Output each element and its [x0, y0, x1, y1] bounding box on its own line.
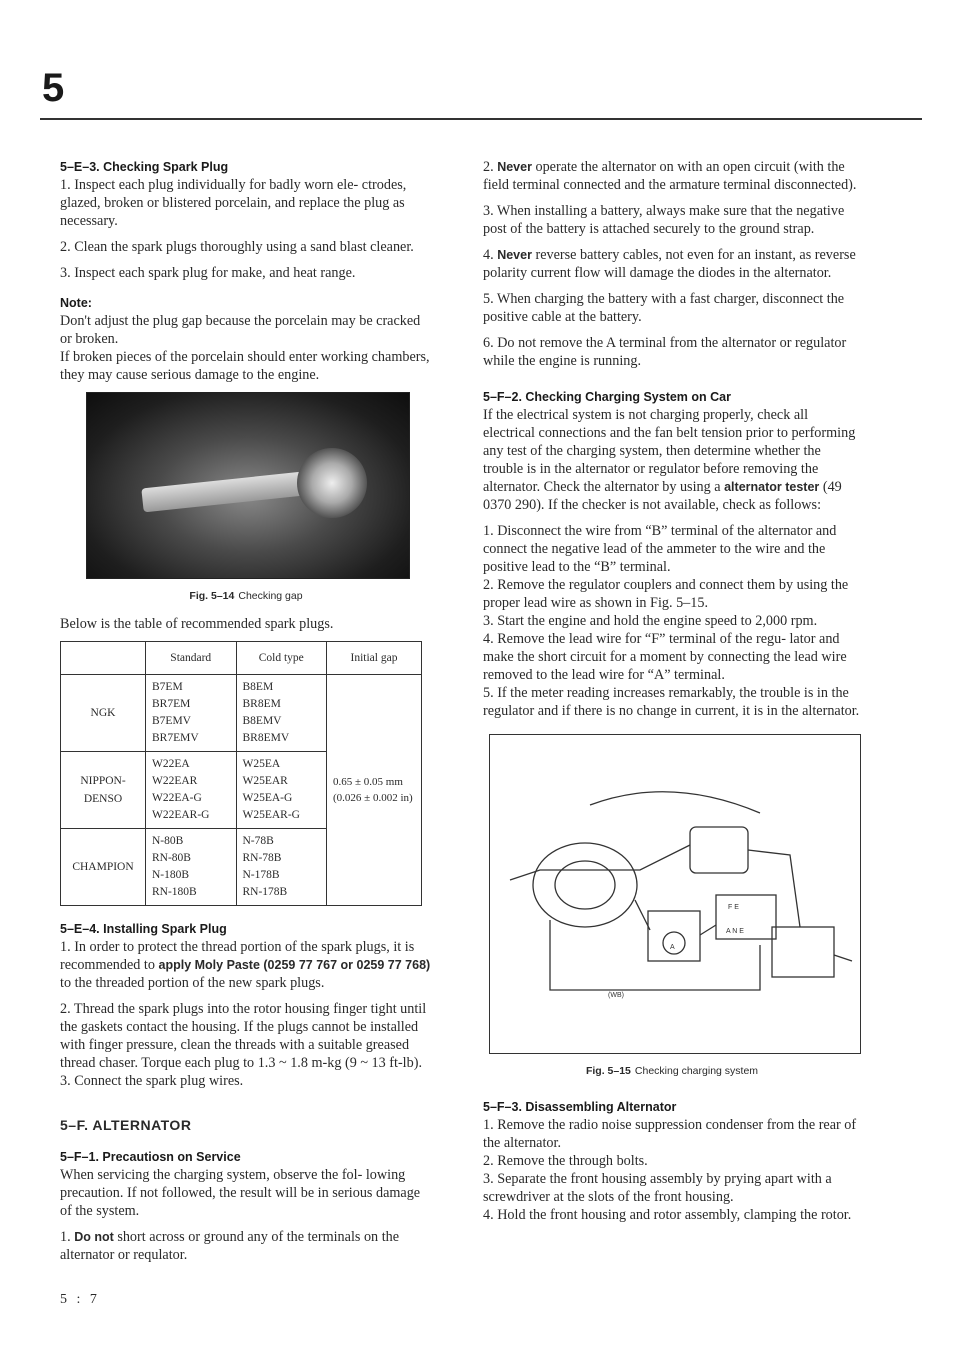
plug-code: RN-78B	[242, 852, 282, 864]
e4-item-2: 2. Thread the spark plugs into the rotor housing finger tight until the gaskets contact the housing. If the plugs cannot be installed with finger pressure, clean the threads with a suitable greased thread chaser. Torque each plug to 1.3 ~ 1.8 m-kg (9 ~ 13 ft-lb).	[60, 1001, 427, 1071]
precaution-item-4	[483, 246, 861, 282]
table-intro: Below is the table of recommended spark plugs.	[60, 616, 334, 632]
fig-text: Checking gap	[238, 590, 303, 602]
precaution-item-4-text: reverse battery cables, not even for an instant, as reverse polarity current flow will damage the diodes in the alternator.	[483, 247, 856, 281]
charging-system-diagram	[489, 734, 861, 1054]
never-warning: Never	[497, 248, 532, 262]
spark-plug-table	[60, 641, 422, 906]
do-not-warning: Do not	[74, 1230, 114, 1244]
plug-code: RN-180B	[152, 886, 197, 898]
left-column	[60, 158, 432, 1272]
brand-cell: NGK	[61, 675, 146, 752]
moly-paste-part-numbers: apply Moly Paste (0259 77 767 or 0259 77 768)	[158, 958, 431, 972]
fig-label: Fig. 5–15	[585, 1065, 631, 1077]
plug-code: N-178B	[242, 869, 280, 881]
page-footer: 5 : 7	[60, 1292, 100, 1307]
e3-item-3: 3. Inspect each spark plug for make, and heat range.	[60, 265, 356, 281]
fig-5-15-caption	[483, 1062, 861, 1080]
checking-gap-photo	[86, 392, 410, 579]
plug-code: RN-178B	[242, 886, 288, 898]
wire-label: (WB)	[608, 992, 624, 999]
plug-code: W25EA-G	[242, 792, 293, 804]
f2-intro-text-end: (49 0370 290). If the checker is not available, check as follows:	[483, 479, 842, 513]
e4-item-3: 3. Connect the spark plug wires.	[60, 1073, 244, 1089]
f2-intro	[483, 406, 861, 514]
item-number: 4.	[483, 247, 494, 263]
plug-code: BR8EM	[242, 698, 281, 710]
f3-item-1: 1. Remove the radio noise suppression condenser from the rear of the alternator.	[483, 1117, 857, 1151]
f2-intro-text: If the electrical system is not charging properly, check all electrical connections and the fan belt tension prior to performing any test of the charging system, then determine whether the trouble is in the alternator or regulator before removing the alternator. Check the alternator by using a	[483, 407, 856, 495]
plug-code: W25EA	[242, 758, 281, 770]
plug-code: B7EMV	[152, 715, 191, 727]
precaution-item-6: 6. Do not remove the A terminal from the alternator or regulator while the engine is running.	[483, 335, 847, 369]
e3-item-2: 2. Clean the spark plugs thoroughly using a sand blast cleaner.	[60, 239, 414, 255]
brand-cell: CHAMPION	[61, 829, 146, 906]
alternator-body	[533, 843, 637, 927]
table-header-gap: Initial gap	[327, 642, 422, 675]
plug-code: W22EA-G	[152, 792, 202, 804]
precaution-item-5: 5. When charging the battery with a fast charger, disconnect the positive cable at the battery.	[483, 291, 845, 325]
f3-item-3: 3. Separate the front housing assembly by prying apart with a screwdriver at the slots of the front housing.	[483, 1171, 832, 1205]
coupler-label: F E	[728, 904, 739, 911]
chapter-number: 5	[42, 66, 65, 110]
fig-label: Fig. 5–14	[189, 590, 235, 602]
f2-item-3: 3. Start the engine and hold the engine speed to 2,000 rpm.	[483, 613, 818, 629]
cold-cell	[236, 829, 327, 906]
battery-body	[772, 927, 834, 977]
alternator-section-title: 5–F. ALTERNATOR	[60, 1117, 192, 1133]
plug-code: BR7EM	[152, 698, 191, 710]
plug-code: BR7EMV	[152, 732, 199, 744]
table-header-standard: Standard	[146, 642, 237, 675]
plug-code: N-78B	[242, 835, 274, 847]
table-row	[61, 675, 422, 752]
plug-code: B7EM	[152, 681, 183, 693]
plug-code: W22EA	[152, 758, 190, 770]
plug-code: W22EAR-G	[152, 809, 210, 821]
plug-code: RN-80B	[152, 852, 191, 864]
f3-item-4: 4. Hold the front housing and rotor assembly, clamping the rotor.	[483, 1207, 852, 1223]
right-column	[483, 158, 861, 1232]
item-number: 2.	[483, 159, 494, 175]
regulator-body	[690, 827, 748, 873]
f2-item-2: 2. Remove the regulator couplers and connect them by using the proper lead wire as shown in Fig. 5–15.	[483, 577, 849, 611]
gap-cell: 0.65 ± 0.05 mm (0.026 ± 0.002 in)	[327, 675, 422, 906]
section-heading-f3: 5–F–3. Disassembling Alternator	[483, 1100, 677, 1114]
section-heading-e4: 5–E–4. Installing Spark Plug	[60, 922, 227, 936]
never-warning: Never	[497, 160, 532, 174]
f2-item-1: 1. Disconnect the wire from “B” terminal of the alternator and connect the negative lead of the ammeter to the wire and the positive lead to the “B” terminal.	[483, 523, 837, 575]
standard-cell	[146, 675, 237, 752]
plug-code: W25EAR	[242, 775, 288, 787]
e3-item-1: 1. Inspect each plug individually for badly worn ele- ctrodes, glazed, broken or blistered porcelain, and replace the plug as necessary.	[60, 177, 407, 229]
brand-cell: NIPPON- DENSO	[61, 752, 146, 829]
plug-code: N-180B	[152, 869, 190, 881]
cold-cell	[236, 752, 327, 829]
plug-code: BR8EMV	[242, 732, 290, 744]
plug-code: B8EMV	[242, 715, 282, 727]
precaution-item-2	[483, 158, 861, 194]
item-number: 1.	[60, 1229, 71, 1245]
e4-item-1	[60, 938, 432, 992]
fig-5-14-caption	[60, 587, 432, 605]
f2-item-4: 4. Remove the lead wire for “F” terminal of the regu- lator and make the short circuit for a moment by connecting the lead wire removed to the lead wire for “A” terminal.	[483, 631, 847, 683]
note-line-1: Don't adjust the plug gap because the porcelain may be cracked or broken.	[60, 313, 421, 347]
note-line-2: If broken pieces of the porcelain should enter working chambers, they may cause serious damage to the engine.	[60, 349, 430, 383]
precaution-item-3: 3. When installing a battery, always make sure that the negative post of the battery is attached securely to the ground strap.	[483, 203, 845, 237]
standard-cell	[146, 829, 237, 906]
standard-cell	[146, 752, 237, 829]
plug-code: W25EAR-G	[242, 809, 300, 821]
f2-item-5: 5. If the meter reading increases remarkably, the trouble is in the regulator and if there is no change in current, it is in the alternator.	[483, 685, 860, 719]
alternator-tester-term: alternator tester	[724, 480, 820, 494]
coupler-box	[716, 895, 776, 939]
header-rule	[40, 118, 922, 120]
section-heading-e3: 5–E–3. Checking Spark Plug	[60, 160, 229, 174]
e4-item-1-text: 1. In order to protect the thread portion of the spark plugs, it is recommended to	[60, 939, 415, 973]
section-heading-f1: 5–F–1. Precautiosn on Service	[60, 1150, 241, 1164]
plug-code: W22EAR	[152, 775, 198, 787]
f1-item-1-text: short across or ground any of the terminals on the alternator or requlator.	[60, 1229, 400, 1263]
e4-item-1-text-end: to the threaded portion of the new spark plugs.	[60, 975, 325, 991]
f3-item-2: 2. Remove the through bolts.	[483, 1153, 648, 1169]
coupler-label-2: A N E	[726, 928, 744, 935]
section-heading-f2: 5–F–2. Checking Charging System on Car	[483, 390, 731, 404]
cold-cell	[236, 675, 327, 752]
table-header-empty	[61, 642, 146, 675]
wiring-diagram-svg	[490, 735, 860, 1053]
f1-item-1	[60, 1228, 432, 1264]
plug-code: B8EM	[242, 681, 274, 693]
plug-code: N-80B	[152, 835, 184, 847]
f1-intro: When servicing the charging system, observe the fol- lowing precaution. If not followed, the result will be in serious damage of the system.	[60, 1167, 421, 1219]
table-header-cold: Cold type	[236, 642, 327, 675]
spark-plug-electrode	[297, 448, 367, 518]
fig-text: Checking charging system	[634, 1065, 759, 1077]
note-label: Note:	[60, 296, 92, 310]
precaution-item-2-text: operate the alternator on with an open circuit (with the field terminal connected and the armature terminal disconnected).	[483, 159, 857, 193]
table-header-row	[61, 642, 422, 675]
ammeter-label-a: A	[670, 944, 675, 951]
